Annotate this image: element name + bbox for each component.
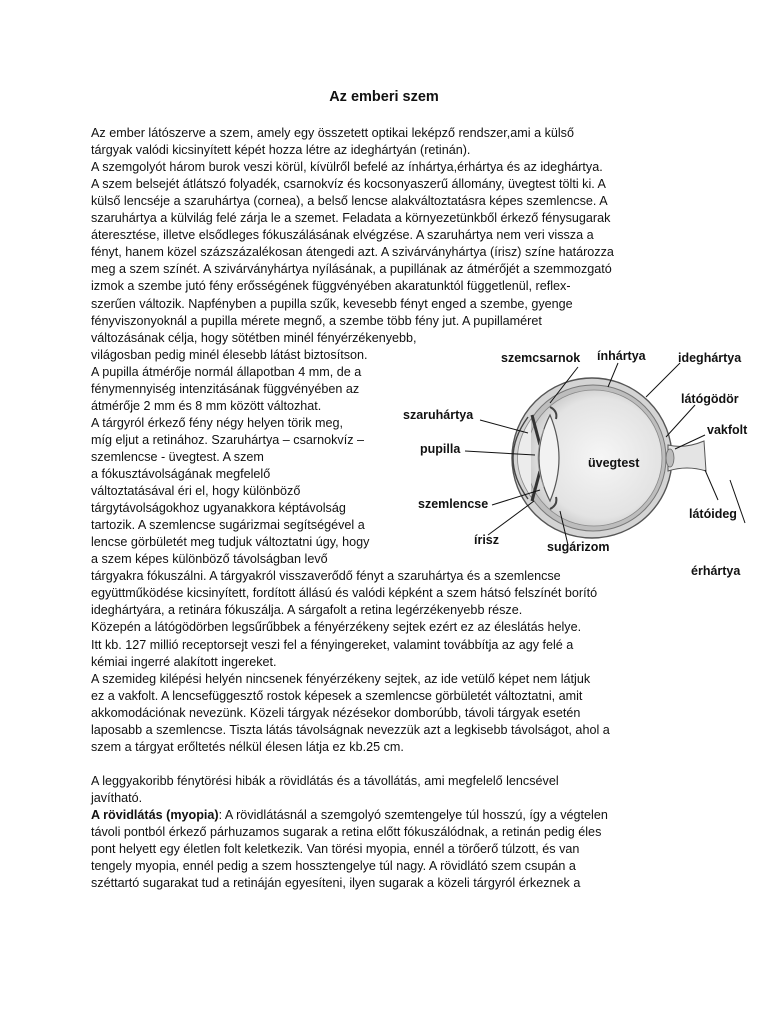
text-line: meg a szem színét. A szivárványhártya nyílásának, a pupillának az átmérőjét a szemmozgató: [91, 262, 612, 277]
text-line: pont helyett egy életlen folt keletkezik. Van törési myopia, ennél a törőerő túlzott, és van: [91, 842, 580, 857]
text-line: tengely myopia, ennél pedig a szem hossztengelye túl nagy. A rövidlátó szem csupán a: [91, 859, 576, 874]
text-line: szaruhártya a külvilág felé zárja le a szemet. Feladata a környezetünkből érkező fénysugarak: [91, 211, 611, 226]
label-szaruhartya: szaruhártya: [403, 408, 474, 422]
text-line: laposabb a szemlencse. Tiszta látás távolságnak nevezzük azt a legkisebb távolságot, ahol a: [91, 722, 610, 737]
label-szemlencse: szemlencse: [418, 497, 489, 511]
text-line: szem a tárgyat erőltetés nélkül élesen látja ez kb.25 cm.: [91, 739, 404, 754]
label-latogodor: látógödör: [681, 392, 739, 406]
text-line: együttműködése kicsinyített, fordított állású és valódi képként a szem hátsó felszínét borító: [91, 586, 598, 601]
text-line: míg eljut a retinához. Szaruhártya – csarnokvíz –: [91, 432, 364, 447]
text-line: akkomodációnak nevezünk. Közeli tárgyak nézésekor domborúbb, távoli tárgyak esetén: [91, 705, 581, 720]
text-line: A leggyakoribb fénytörési hibák a rövidlátás és a távollátás, ami megfelelő lencsével: [91, 773, 559, 788]
text-line: tárgyakra fókuszálni. A tárgyakról visszaverődő fényt a szaruhártya és a szemlencse: [91, 569, 561, 584]
label-erhartya: érhártya: [691, 564, 741, 578]
text-line: lencse görbületét meg tudjuk változtatni úgy, hogy: [91, 535, 370, 550]
text-line: világosban pedig minél élesebb látást biztosítson.: [91, 347, 368, 362]
text-line: A szem belsejét átlátszó folyadék, csarnokvíz és kocsonyaszerű állomány, üvegtest tölti ki. A: [91, 177, 606, 192]
text-line: [91, 807, 608, 823]
label-szemcsarnok: szemcsarnok: [501, 351, 581, 365]
text-line: A szemgolyót három burok veszi körül, kívülről befelé az ínhártya,érhártya és az ideghártya.: [91, 160, 603, 175]
bold-term: A rövidlátás (myopia): [91, 808, 219, 822]
text-line: tárgytávolságokhoz ugyanakkora képtávolság: [91, 501, 346, 516]
text-line: a szem képes különböző távolságban levő: [91, 552, 328, 567]
text-line: ideghártyára, a retinára fókuszálja. A sárgafolt a retina legérzékenyebb része.: [91, 603, 523, 618]
text-line: javítható.: [91, 790, 143, 805]
label-latoideg: látóideg: [689, 507, 737, 521]
text-line: Itt kb. 127 millió receptorsejt veszi fel a fényingereket, valamint továbbítja az agy felé a: [91, 637, 574, 652]
bold-term-definition: : A rövidlátásnál a szemgolyó szemtengelye túl hosszú, így a végtelen: [218, 808, 608, 822]
text-line: a fókusztávolságának megfelelő: [91, 467, 271, 481]
text-line: kémiai ingerré alakított ingereket.: [91, 654, 277, 669]
text-line: szerűen változik. Napfényben a pupilla szűk, kevesebb fényt enged a szembe, gyenge: [91, 296, 573, 311]
document-title: Az emberi szem: [329, 89, 439, 105]
label-pupilla: pupilla: [420, 442, 461, 456]
label-inhartya: ínhártya: [597, 349, 646, 363]
text-line: A tárgyról érkező fény négy helyen törik meg,: [91, 415, 344, 430]
text-line: széttartó sugarakat tud a retináján egyesíteni, ilyen sugarak a közeli tárgyról érkeznek a: [91, 876, 581, 891]
eye-diagram: [400, 345, 768, 590]
text-line: távoli pontból érkező párhuzamos sugarak a retina előtt fókuszálódnak, a retinán pedig éles: [91, 825, 602, 840]
label-ideghartya: ideghártya: [678, 351, 742, 365]
label-uvegtest: üvegtest: [588, 456, 640, 470]
text-line: tárgyak valódi kicsinyített képét hozza létre az ideghártyán (retinán).: [91, 143, 471, 158]
text-line: külső lencséje a szaruhártya (cornea), a belső lencse alakváltoztatásra képes szemlencse. A: [91, 194, 608, 209]
text-line: izmok a szembe jutó fény erősségének függvényében akaratunktól függetlenül, reflex-: [91, 279, 571, 294]
text-line: változtatásával éri el, hogy különböző: [91, 484, 301, 499]
text-line: fényviszonyoknál a pupilla mérete megnő, a szembe több fény jut. A pupillaméret: [91, 313, 542, 328]
text-line: Az ember látószerve a szem, amely egy összetett optikai leképző rendszer,ami a külső: [91, 126, 574, 140]
text-line: átmérője 2 mm és 8 mm között változhat.: [91, 398, 322, 413]
text-line: Közepén a látógödörben legsűrűbbek a fényérzékeny sejtek ezért ez az éleslátás helye.: [91, 620, 582, 635]
text-line: A pupilla átmérője normál állapotban 4 mm, de a: [91, 364, 362, 379]
text-line: tartozik. A szemlencse sugárizmai segítségével a: [91, 518, 365, 533]
text-line: változásának célja, hogy sötétben minél fényérzékenyebb,: [91, 330, 417, 345]
label-irisz: írisz: [474, 533, 500, 547]
text-line: ez a vakfolt. A lencsefüggesztő rostok képesek a szemlencse görbületét változtatni, amit: [91, 688, 583, 703]
label-sugarizom: sugárizom: [547, 540, 610, 554]
text-line: szemlencse - üvegtest. A szem: [91, 449, 264, 464]
text-line: áteresztése, illetve elsődleges fókuszálásának elvégzése. A szaruhártya nem veri vissza a: [91, 228, 594, 243]
label-vakfolt: vakfolt: [707, 423, 748, 437]
text-line: fényt, hanem közel százszázalékosan átengedi azt. A szivárványhártya (írisz) színe határozza: [91, 245, 614, 260]
text-line: fénymennyiség intenzitásának függvényében az: [91, 381, 360, 396]
text-line: A szemideg kilépési helyén nincsenek fényérzékeny sejtek, az ide vetülő képet nem látjuk: [91, 671, 591, 686]
